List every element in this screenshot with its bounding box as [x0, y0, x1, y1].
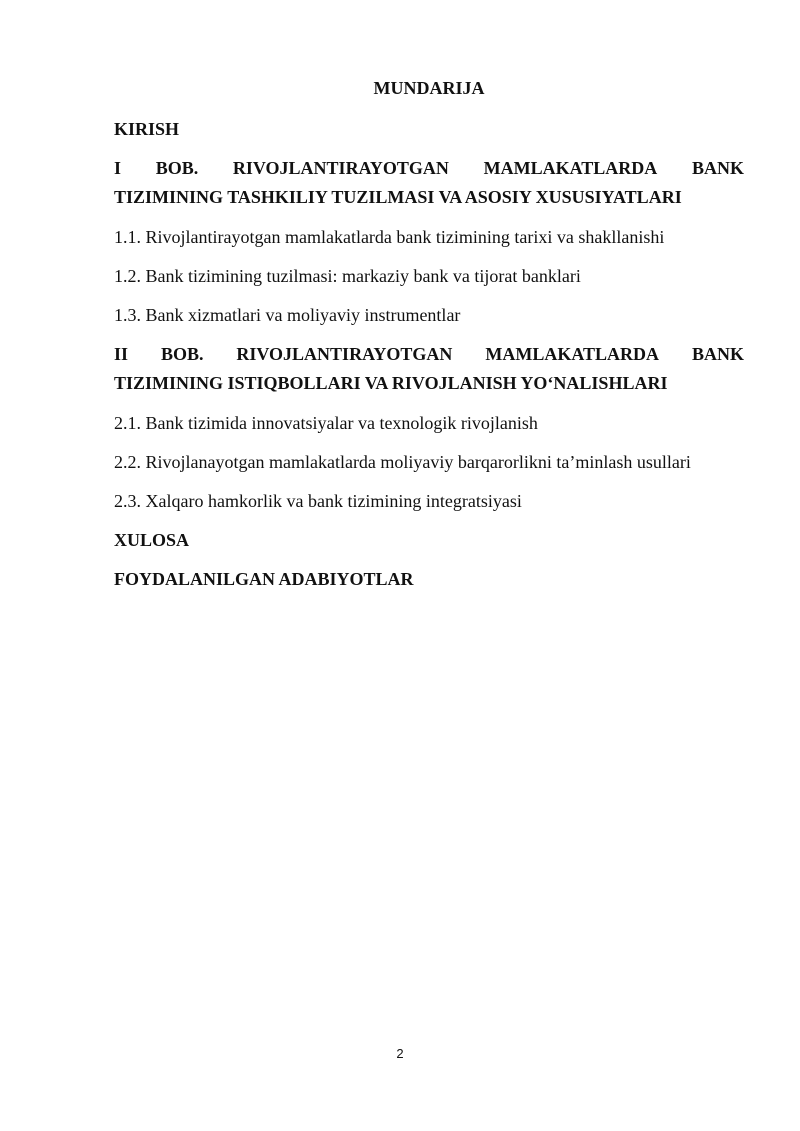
toc-section-1-3: 1.3. Bank xizmatlari va moliyaviy instrumentlar	[114, 305, 461, 325]
toc-title: MUNDARIJA	[373, 78, 485, 98]
chapter-2-word: BOB.	[160, 344, 204, 364]
toc-entry-conclusion: XULOSA	[114, 530, 190, 550]
chapter-1-heading-line-1	[114, 154, 744, 183]
toc-section-2-3: 2.3. Xalqaro hamkorlik va bank tizimining integratsiyasi	[114, 491, 522, 511]
chapter-2-heading-line-2: TIZIMINING ISTIQBOLLARI VA RIVOJLANISH YO‘NALISHLARI	[114, 373, 668, 393]
chapter-2-word: RIVOJLANTIRAYOTGAN	[236, 344, 453, 364]
chapter-2-word: II	[114, 344, 129, 364]
table-of-contents	[114, 76, 744, 604]
toc-section-2-2: 2.2. Rivojlanayotgan mamlakatlarda moliyaviy barqarorlikni ta’minlash usullari	[114, 452, 691, 472]
chapter-1-word: BOB.	[155, 158, 199, 178]
chapter-2-heading-line-1	[114, 340, 744, 369]
toc-entry-references: FOYDALANILGAN ADABIYOTLAR	[114, 569, 414, 589]
chapter-1-heading-line-2: TIZIMINING TASHKILIY TUZILMASI VA ASOSIY XUSUSIYATLARI	[114, 187, 682, 207]
chapter-1-word: MAMLAKATLARDA	[483, 158, 658, 178]
toc-section-1-1: 1.1. Rivojlantirayotgan mamlakatlarda bank tizimining tarixi va shakllanishi	[114, 227, 665, 247]
toc-section-2-1: 2.1. Bank tizimida innovatsiyalar va texnologik rivojlanish	[114, 413, 538, 433]
chapter-1-word: I	[114, 158, 122, 178]
chapter-1-word: RIVOJLANTIRAYOTGAN	[232, 158, 449, 178]
toc-entry-introduction: KIRISH	[114, 119, 180, 139]
toc-chapter-1-heading	[114, 154, 744, 212]
toc-chapter-2-heading	[114, 340, 744, 398]
toc-section-1-2: 1.2. Bank tizimining tuzilmasi: markaziy bank va tijorat banklari	[114, 266, 581, 286]
page-number: 2	[396, 1046, 404, 1061]
chapter-2-word: BANK	[691, 344, 744, 364]
chapter-1-word: BANK	[691, 158, 744, 178]
chapter-2-word: MAMLAKATLARDA	[485, 344, 660, 364]
